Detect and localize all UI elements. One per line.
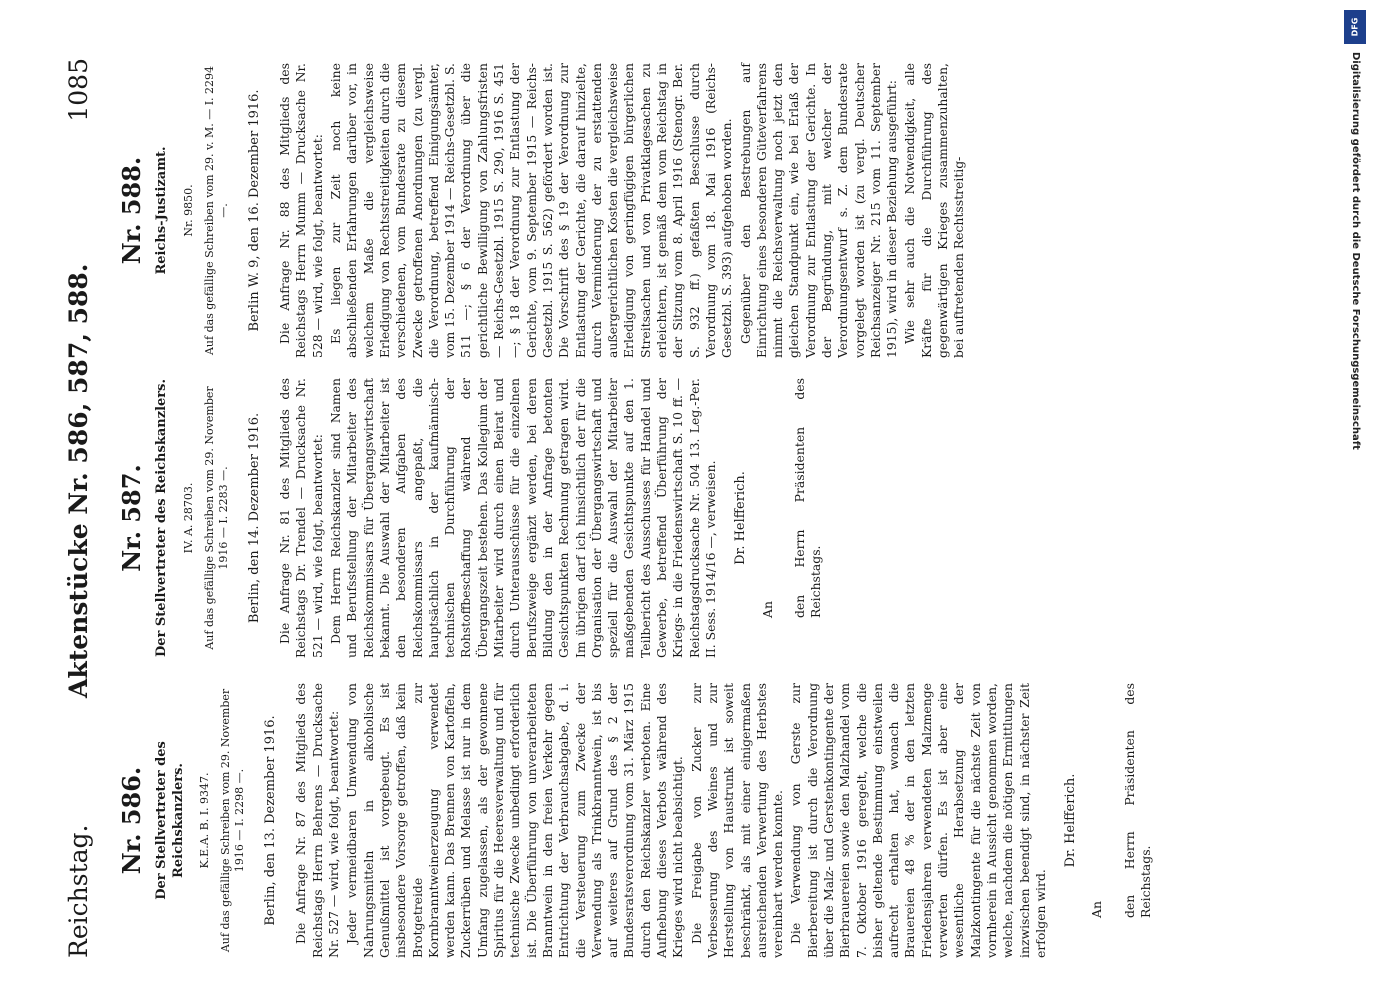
addressee-587: den Herrn Präsidenten des Reichstags.	[791, 378, 824, 618]
rotated-page-content	[60, 58, 1300, 958]
page-number: 1085	[64, 58, 93, 122]
signature-586: Dr. Helfferich.	[1063, 773, 1079, 868]
column-2	[117, 378, 840, 658]
addressee-label-586: An	[1089, 901, 1105, 918]
section-title-588: Nr. 588.	[117, 156, 146, 265]
paragraph-586-3: Die Verwendung von Gerste zur Bierbereitung ist durch die Verordnung über die Malz- und Gerstenkontingente der Bierbrauereien sowie den Malzhandel vom 7. Oktober 1916 geregelt, welche die bisher geltende Bestimmung einstweilen aufrecht erhalten hat, wonach die Brauereien 48 % der in den letzten Friedensjahren verwendeten Malzmenge verwerten dürfen. Es ist aber eine wesentliche Herabsetzung der Malzkontingente für die nächste Zeit von vornherein in Aussicht genommen worden, welche, nachdem die nötigen Ermittlungen inzwischen beendigt sind, in nächster Zeit erfolgen wird.	[788, 683, 1048, 958]
paragraph-588-1: Es liegen zur Zeit noch keine abschließenden Erfahrungen darüber vor, in welchem Maße die vergleichsweise Erledigung von Rechtsstreitigkeiten durch die verschiedenen, vom Bundesrate zu diesem Zwecke getroffenen Anordnungen (zu vergl. die Verordnung, betreffend Einigungsämter, vom 15. Dezember 1914 — Reichs-Gesetzbl. S. 511 —; § 6 der Verordnung über die gerichtliche Bewilligung von Zahlungsfristen — Reichs-Gesetzbl. 1915 S. 290, 1916 S. 451 —; § 18 der Verordnung zur Entlastung der Gerichte, vom 9. September 1915 — Reichs-Gesetzbl. 1915 S. 562) gefördert worden ist. Die Vorschrift des § 19 der Verordnung zur Entlastung der Gerichte, die darauf hinzielte, durch Verminderung der zu erstattenden außergerichtlichen Kosten die vergleichsweise Erledigung von geringfügigen bürgerlichen Streitsachen und von Privatklagesachen zu erleichtern, ist gemäß dem vom Reichstag in der Sitzung vom 8. April 1916 (Stenogr. Ber. S. 932 ff.) gefaßten Beschlusse durch Verordnung vom 18. Mai 1916 (Reichs-Gesetzbl. S. 393) aufgehoben worden.	[328, 63, 735, 358]
place-date-588: Berlin W. 9, den 16. Dezember 1916.	[246, 89, 262, 332]
reference-587: IV. A. 28703.	[181, 482, 195, 554]
signature-587: Dr. Helfferich.	[733, 471, 749, 565]
authority-588: Reichs-Justizamt.	[154, 146, 170, 275]
section-title-587: Nr. 587.	[117, 464, 146, 572]
reference-letter-586: Auf das gefällige Schreiben vom 29. November 1916 — I. 2298 —.	[219, 688, 247, 953]
header-publication: Reichstag.	[64, 824, 93, 958]
section-title-586: Nr. 586.	[117, 766, 146, 875]
reference-letter-588: Auf das gefällige Schreiben vom 29. v. M. — I. 2294 —.	[202, 65, 230, 356]
place-date-586: Berlin, den 13. Dezember 1916.	[263, 715, 279, 926]
paragraph-586-1: Jeder vermeidbaren Umwendung von Nahrungsmitteln in alkoholische Genußmittel ist vorgebeugt. Es ist insbesondere Vorsorge getroffen, daß kein Brotgetreide zur Kornbranntweinerzeugung verwendet werden kann. Das Brennen von Kartoffeln, Zuckerrüben und Melasse ist nur in dem Umfang zugelassen, als der gewonnene Spiritus für die Heeresverwaltung und für technische Zwecke unbedingt erforderlich ist. Die Überführung von unverarbeiteten Branntwein in den freien Verkehr gegen Entrichtung der Verbrauchsabgabe, d. i. die Versteuerung zum Zwecke der Verwendung als Trinkbranntwein, ist bis auf weiteres auf Grund des § 2 der Bundesratsverordnung vom 31. März 1915 durch den Reichskanzler verboten. Eine Aufhebung dieses Verbots während des Krieges wird nicht beabsichtigt.	[344, 683, 686, 958]
addressee-label-587: An	[759, 601, 775, 618]
reference-586: K.E.A. B. I. 9347.	[197, 772, 211, 869]
dfg-logo: DFG	[1344, 10, 1366, 44]
place-date-587: Berlin, den 14. Dezember 1916.	[246, 412, 262, 624]
inquiry-lead-588: Die Anfrage Nr. 88 des Mitglieds des Reichstags Herrn Mumm — Drucksache Nr. 528 — wird, wie folgt, beantwortet:	[277, 63, 325, 358]
column-1	[117, 683, 1170, 958]
paragraph-588-2: Gegenüber den Bestrebungen auf Einrichtung eines besonderen Güteverfahrens nimmt die Reichsverwaltung noch jetzt den gleichen Standpunkt ein, wie bei Erlaß der Verordnung zur Entlastung der Gerichte. In der Begründung, mit welcher der Verordnungsentwurf s. Z. dem Bundesrate vorgelegt worden ist (zu vergl. Deutscher Reichsanzeiger Nr. 215 vom 11. September 1915), wird in dieser Beziehung ausgeführt:	[737, 63, 900, 358]
paragraph-586-2: Die Freigabe von Zucker zur Verbesserung des Weines und zur Herstellung von Haustrunk ist soweit beschränkt, als mit einer einigermaßen ausreichenden Verwertung des Herbstes vereinbart werden konnte.	[688, 683, 786, 958]
column-3	[117, 63, 970, 358]
reference-letter-587: Auf das gefällige Schreiben vom 29. November 1916 — I. 2283 —.	[202, 386, 230, 650]
page-header	[60, 58, 100, 958]
inquiry-lead-586: Die Anfrage Nr. 87 des Mitglieds des Reichstags Herrn Behrens — Drucksache Nr. 527 — wird, wie folgt, beantwortet:	[293, 683, 342, 958]
digitization-credit-strip: DFG Digitalisierung gefördert durch die Deutsche Forschungsgemeinschaft	[1341, 10, 1369, 990]
authority-587: Der Stellvertreter des Reichskanzlers.	[154, 379, 170, 657]
authority-586: Der Stellvertreter des Reichskanzlers.	[154, 741, 186, 900]
addressee-586: den Herrn Präsidenten des Reichstags.	[1121, 683, 1154, 918]
reference-588: Nr. 9850.	[181, 184, 195, 237]
inquiry-lead-587: Die Anfrage Nr. 81 des Mitglieds des Reichstags Dr. Trendel — Drucksache Nr. 521 — wird, wie folgt, beantwortet:	[277, 378, 325, 658]
paragraph-587-1: Dem Herrn Reichskanzler sind Namen und Berufsstellung der Mitarbeiter des Reichskommissars für Übergangswirtschaft bekannt. Die Auswahl der Mitarbeiter ist den besonderen Aufgaben des Reichskommissars angepaßt, die hauptsächlich in der kaufmännisch-technischen Durchführung der Rohstoffbeschaffung während der Übergangszeit bestehen. Das Kollegium der Mitarbeiter wird durch einen Beirat und durch Unterausschüsse für die einzelnen Berufszweige ergänzt werden, bei deren Bildung den in der Anfrage betonten Gesichtspunkten Rechnung getragen wird. Im übrigen darf ich hinsichtlich der für die Organisation der Übergangswirtschaft und speziell für die Auswahl der Mitarbeiter maßgebenden Gesichtspunkte auf den 1. Teilbericht des Ausschusses für Handel und Gewerbe, betreffend Überführung der Kriegs- in die Friedenswirtschaft S. 10 ff. — Reichstagsdrucksache Nr. 504 13. Leg.-Per. II. Sess. 1914/16 —, verweisen.	[328, 378, 718, 658]
paragraph-588-3: Wie sehr auch die Notwendigkeit, alle Kräfte für die Durchführung des gegenwärtigen Krieges zusammenzuhalten, bei auftretenden Rechtsstreitig-	[902, 63, 967, 358]
header-title: Aktenstücke Nr. 586, 587, 588.	[64, 263, 93, 698]
